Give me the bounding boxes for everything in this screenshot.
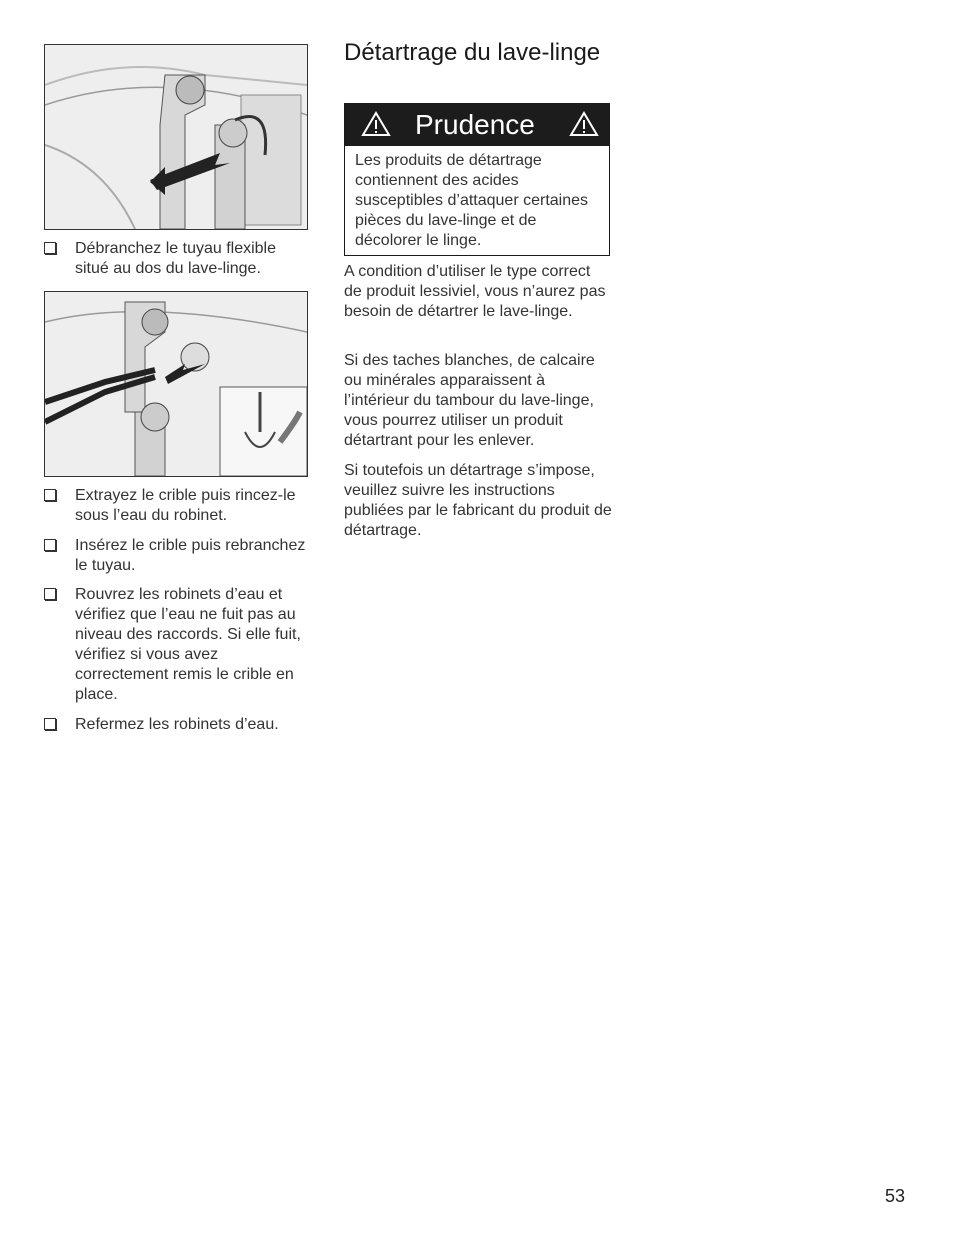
checkbox-square-icon [44,718,56,730]
step-item-2 [44,486,310,526]
caution-title: Prudence [415,109,535,140]
step-text: Rouvrez les robinets d’eau et vérifiez que l’eau ne fuit pas au niveau des raccords. Si elle fuit, vérifiez si vous avez correctement remis le crible en place. [75,586,301,703]
caution-box [344,103,610,256]
checkbox-square-icon [44,242,56,254]
page-number: 53 [885,1186,906,1206]
figure-disconnect-hose [44,44,308,230]
paragraph-3: Si toutefois un détartrage s’impose, veuillez suivre les instructions publiées par le fabricant du produit de détartrage. [344,462,612,539]
warning-triangle-icon [361,111,391,137]
step-item-1 [44,239,310,279]
step-item-4 [44,585,310,705]
caution-header [345,104,609,146]
paragraph-1: A condition d’utiliser le type correct de produit lessiviel, vous n’aurez pas besoin de détartrer le lave-linge. [344,263,606,320]
checkbox-square-icon [44,588,56,600]
checkbox-square-icon [44,489,56,501]
step-text: Extrayez le crible puis rincez-le sous l’eau du robinet. [75,487,296,524]
step-text: Débranchez le tuyau flexible situé au dos du lave-linge. [75,240,277,277]
paragraph-2: Si des taches blanches, de calcaire ou minérales apparaissent à l’intérieur du tambour du lave-linge, vous pourrez utiliser un produit détartrant pour les enlever. [344,352,595,449]
step-item-3 [44,536,310,576]
section-heading: Détartrage du lave-linge [344,39,601,66]
step-item-5 [44,715,310,735]
checkbox-square-icon [44,539,56,551]
illustration-hose-disconnect [45,45,307,229]
caution-text: Les produits de détartrage contiennent des acides susceptibles d’attaquer certaines pièces du lave-linge et de décolorer le linge. [355,152,589,249]
figure-remove-filter [44,291,308,477]
step-text: Refermez les robinets d’eau. [75,716,279,733]
warning-triangle-icon [569,111,599,137]
step-text: Insérez le crible puis rebranchez le tuyau. [75,537,306,574]
illustration-filter-removal [45,292,307,476]
